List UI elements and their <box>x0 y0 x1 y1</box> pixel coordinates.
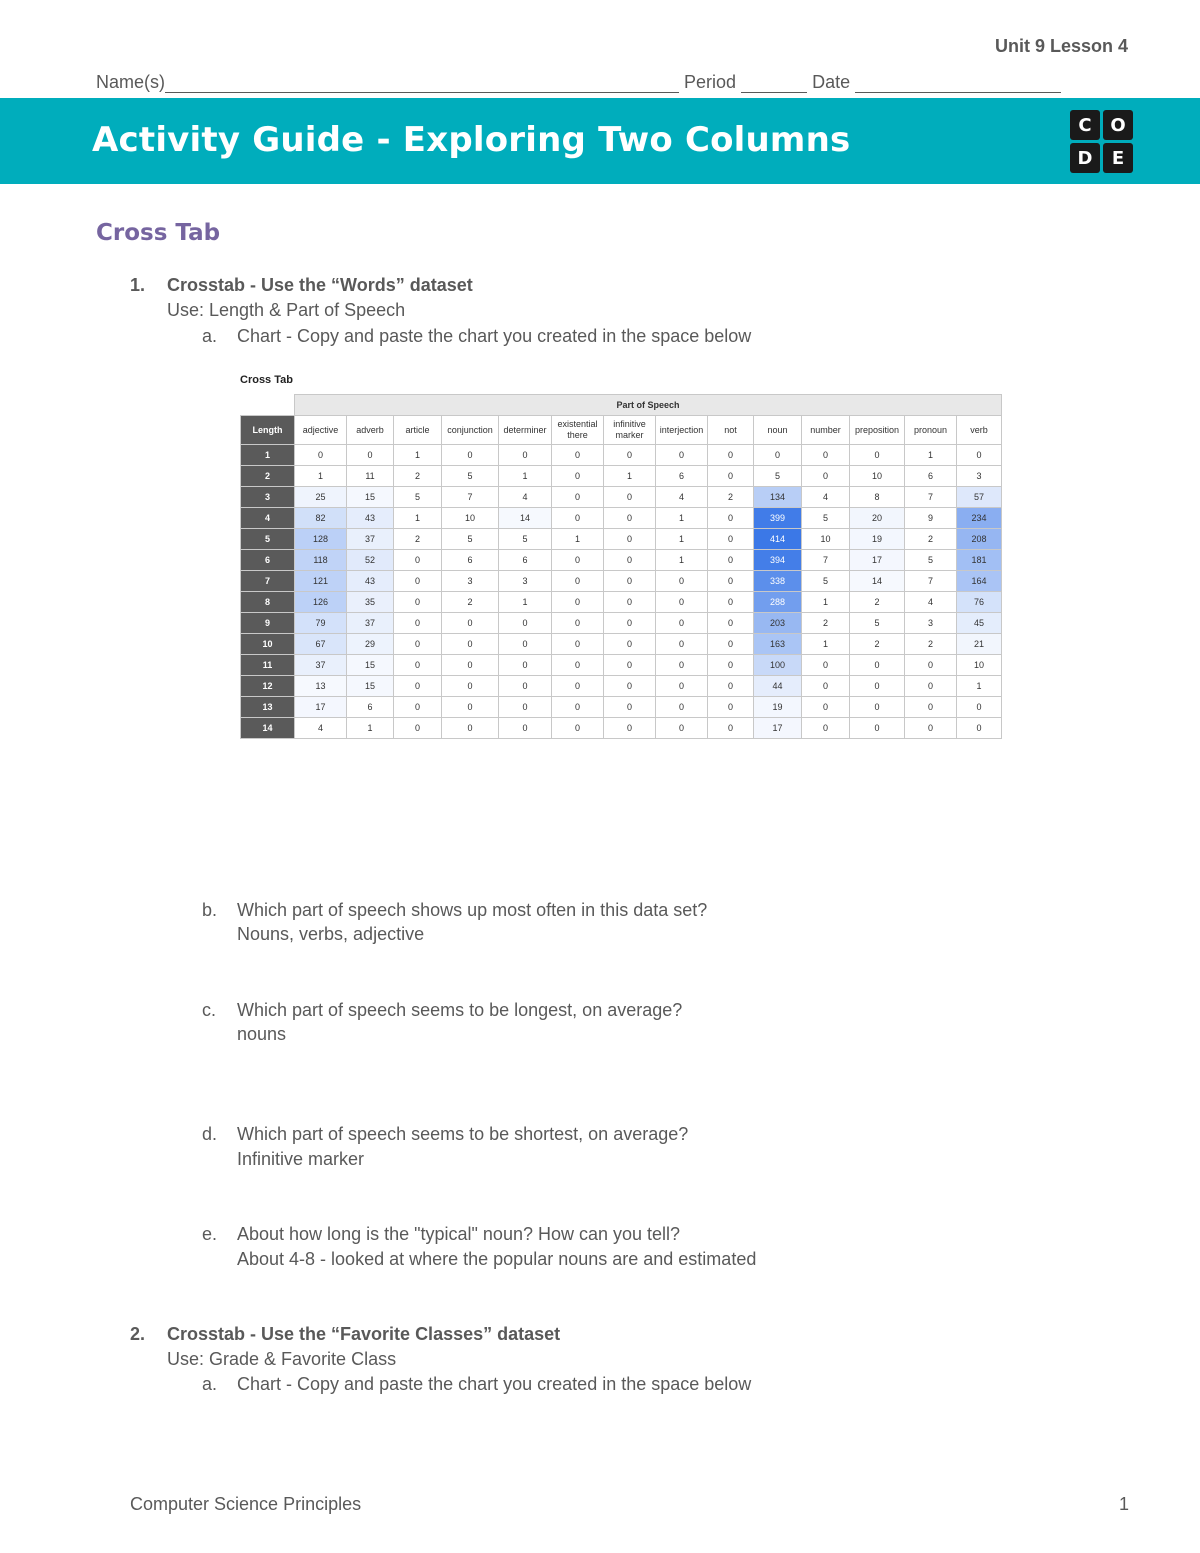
q2-number: 2. <box>130 1324 146 1344</box>
table-row <box>241 445 1002 466</box>
data-cell: 0 <box>552 718 604 739</box>
logo-letter: O <box>1103 110 1133 140</box>
data-cell: 10 <box>442 508 499 529</box>
data-cell: 20 <box>850 508 905 529</box>
data-cell: 234 <box>957 508 1002 529</box>
data-cell: 1 <box>802 592 850 613</box>
code-logo <box>1070 110 1134 174</box>
data-cell: 5 <box>905 550 957 571</box>
data-cell: 15 <box>347 487 394 508</box>
data-cell: 0 <box>708 466 754 487</box>
data-cell: 0 <box>708 655 754 676</box>
title-banner <box>0 98 1200 184</box>
data-cell: 1 <box>957 676 1002 697</box>
row-label: 14 <box>241 718 295 739</box>
data-cell: 10 <box>957 655 1002 676</box>
data-cell: 0 <box>957 718 1002 739</box>
data-cell: 0 <box>442 655 499 676</box>
data-cell: 1 <box>499 592 552 613</box>
data-cell: 0 <box>295 445 347 466</box>
data-cell: 0 <box>442 697 499 718</box>
data-cell: 0 <box>905 676 957 697</box>
data-cell: 3 <box>905 613 957 634</box>
data-cell: 17 <box>850 550 905 571</box>
data-cell: 3 <box>499 571 552 592</box>
q1d-question: Which part of speech seems to be shortest, on average? <box>237 1124 689 1144</box>
unit-lesson-label: Unit 9 Lesson 4 <box>994 36 1128 56</box>
data-cell: 2 <box>802 613 850 634</box>
data-cell: 0 <box>394 697 442 718</box>
document-title: Activity Guide - Exploring Two Columns <box>92 120 851 160</box>
data-cell: 43 <box>347 571 394 592</box>
data-cell: 0 <box>957 445 1002 466</box>
chart-title: Cross Tab <box>240 374 293 386</box>
logo-letter: C <box>1070 110 1100 140</box>
data-cell: 15 <box>347 676 394 697</box>
q1b-answer[interactable]: Nouns, verbs, adjective <box>237 924 425 944</box>
row-label: 12 <box>241 676 295 697</box>
date-label: Date <box>812 72 851 92</box>
data-cell: 6 <box>656 466 708 487</box>
data-cell: 0 <box>708 613 754 634</box>
data-cell: 8 <box>850 487 905 508</box>
data-cell: 14 <box>850 571 905 592</box>
data-cell: 118 <box>295 550 347 571</box>
data-cell: 0 <box>708 697 754 718</box>
column-header: noun <box>754 416 802 445</box>
data-cell: 0 <box>442 718 499 739</box>
data-cell: 0 <box>394 613 442 634</box>
table-row <box>241 718 1002 739</box>
data-cell: 10 <box>802 529 850 550</box>
data-cell: 0 <box>708 529 754 550</box>
data-cell: 0 <box>905 697 957 718</box>
table-row <box>241 697 1002 718</box>
data-cell: 0 <box>552 487 604 508</box>
data-cell: 6 <box>499 550 552 571</box>
data-cell: 17 <box>754 718 802 739</box>
data-cell: 2 <box>850 634 905 655</box>
row-label: 10 <box>241 634 295 655</box>
row-label: 3 <box>241 487 295 508</box>
data-cell: 82 <box>295 508 347 529</box>
logo-letter: E <box>1103 143 1133 173</box>
part-of-speech-header: Part of Speech <box>295 395 1002 416</box>
data-cell: 0 <box>604 613 656 634</box>
data-cell: 0 <box>604 550 656 571</box>
data-cell: 43 <box>347 508 394 529</box>
data-cell: 0 <box>394 571 442 592</box>
column-header: article <box>394 416 442 445</box>
column-header: interjection <box>656 416 708 445</box>
data-cell: 5 <box>802 508 850 529</box>
column-header: existential there <box>552 416 604 445</box>
data-cell: 0 <box>802 445 850 466</box>
table-row <box>241 592 1002 613</box>
data-cell: 2 <box>905 529 957 550</box>
data-cell: 0 <box>802 676 850 697</box>
table-row <box>241 550 1002 571</box>
data-cell: 0 <box>604 592 656 613</box>
data-cell: 9 <box>905 508 957 529</box>
data-cell: 0 <box>499 697 552 718</box>
data-cell: 15 <box>347 655 394 676</box>
data-cell: 1 <box>394 508 442 529</box>
data-cell: 0 <box>708 550 754 571</box>
data-cell: 4 <box>499 487 552 508</box>
data-cell: 2 <box>708 487 754 508</box>
data-cell: 0 <box>604 529 656 550</box>
data-cell: 2 <box>905 634 957 655</box>
data-cell: 0 <box>347 445 394 466</box>
data-cell: 0 <box>850 676 905 697</box>
data-cell: 0 <box>552 634 604 655</box>
data-cell: 45 <box>957 613 1002 634</box>
data-cell: 0 <box>552 697 604 718</box>
column-header: verb <box>957 416 1002 445</box>
data-cell: 0 <box>552 571 604 592</box>
q1e-letter: e. <box>202 1224 218 1244</box>
column-header: pronoun <box>905 416 957 445</box>
data-cell: 1 <box>656 508 708 529</box>
data-cell: 4 <box>802 487 850 508</box>
column-header: number <box>802 416 850 445</box>
column-header: adverb <box>347 416 394 445</box>
q1e-question: About how long is the "typical" noun? How can you tell? <box>237 1224 681 1244</box>
data-cell: 0 <box>394 634 442 655</box>
data-cell: 1 <box>499 466 552 487</box>
data-cell: 1 <box>802 634 850 655</box>
crosstab-chart <box>240 374 1006 739</box>
data-cell: 0 <box>708 718 754 739</box>
data-cell: 0 <box>442 634 499 655</box>
data-cell: 0 <box>499 718 552 739</box>
data-cell: 0 <box>802 655 850 676</box>
data-cell: 0 <box>656 634 708 655</box>
data-cell: 399 <box>754 508 802 529</box>
data-cell: 1 <box>347 718 394 739</box>
data-cell: 76 <box>957 592 1002 613</box>
length-header: Length <box>241 416 295 445</box>
data-cell: 0 <box>656 571 708 592</box>
data-cell: 4 <box>295 718 347 739</box>
data-cell: 7 <box>905 571 957 592</box>
data-cell: 3 <box>442 571 499 592</box>
table-row <box>241 634 1002 655</box>
data-cell: 181 <box>957 550 1002 571</box>
data-cell: 0 <box>708 634 754 655</box>
data-cell: 19 <box>850 529 905 550</box>
data-cell: 0 <box>604 655 656 676</box>
data-cell: 0 <box>708 676 754 697</box>
data-cell: 67 <box>295 634 347 655</box>
data-cell: 5 <box>394 487 442 508</box>
data-cell: 4 <box>656 487 708 508</box>
data-cell: 0 <box>499 655 552 676</box>
data-cell: 0 <box>552 550 604 571</box>
data-cell: 0 <box>656 445 708 466</box>
data-cell: 37 <box>347 529 394 550</box>
data-cell: 163 <box>754 634 802 655</box>
data-cell: 0 <box>552 445 604 466</box>
row-label: 8 <box>241 592 295 613</box>
data-cell: 0 <box>656 613 708 634</box>
data-cell: 1 <box>656 550 708 571</box>
data-cell: 6 <box>442 550 499 571</box>
data-cell: 0 <box>394 676 442 697</box>
data-cell: 0 <box>708 445 754 466</box>
data-cell: 0 <box>802 697 850 718</box>
data-cell: 0 <box>604 718 656 739</box>
data-cell: 0 <box>957 697 1002 718</box>
data-cell: 128 <box>295 529 347 550</box>
data-cell: 6 <box>347 697 394 718</box>
q2a-letter: a. <box>202 1374 218 1394</box>
data-cell: 0 <box>656 592 708 613</box>
data-cell: 0 <box>656 655 708 676</box>
data-cell: 44 <box>754 676 802 697</box>
table-row <box>241 613 1002 634</box>
column-header: not <box>708 416 754 445</box>
table-row <box>241 676 1002 697</box>
footer-page-number: 1 <box>1119 1494 1130 1514</box>
row-label: 5 <box>241 529 295 550</box>
data-cell: 0 <box>656 718 708 739</box>
q1-heading: Crosstab - Use the “Words” dataset <box>167 275 473 295</box>
q1a-text: Chart - Copy and paste the chart you created in the space below <box>237 326 752 346</box>
data-cell: 288 <box>754 592 802 613</box>
data-cell: 2 <box>394 466 442 487</box>
data-cell: 164 <box>957 571 1002 592</box>
data-cell: 2 <box>442 592 499 613</box>
row-label: 2 <box>241 466 295 487</box>
data-cell: 5 <box>802 571 850 592</box>
data-cell: 0 <box>499 445 552 466</box>
data-cell: 0 <box>394 592 442 613</box>
data-cell: 0 <box>905 718 957 739</box>
data-cell: 7 <box>905 487 957 508</box>
data-cell: 0 <box>604 487 656 508</box>
q1b-question: Which part of speech shows up most often in this data set? <box>237 900 708 920</box>
data-cell: 0 <box>552 508 604 529</box>
data-cell: 0 <box>552 676 604 697</box>
corner-cell <box>241 395 295 416</box>
data-cell: 0 <box>499 676 552 697</box>
data-cell: 0 <box>394 718 442 739</box>
data-cell: 0 <box>442 445 499 466</box>
data-cell: 0 <box>708 508 754 529</box>
data-cell: 0 <box>850 697 905 718</box>
q1-number: 1. <box>130 275 146 295</box>
period-label: Period <box>684 72 737 92</box>
data-cell: 21 <box>957 634 1002 655</box>
data-cell: 37 <box>347 613 394 634</box>
column-header: adjective <box>295 416 347 445</box>
data-cell: 0 <box>604 676 656 697</box>
data-cell: 394 <box>754 550 802 571</box>
data-cell: 13 <box>295 676 347 697</box>
q2a-text: Chart - Copy and paste the chart you created in the space below <box>237 1374 752 1394</box>
data-cell: 0 <box>850 655 905 676</box>
data-cell: 1 <box>394 445 442 466</box>
data-cell: 0 <box>802 718 850 739</box>
table-row <box>241 655 1002 676</box>
data-cell: 0 <box>552 466 604 487</box>
data-cell: 0 <box>802 466 850 487</box>
data-cell: 0 <box>552 613 604 634</box>
row-label: 11 <box>241 655 295 676</box>
data-cell: 4 <box>905 592 957 613</box>
q1a-letter: a. <box>202 326 218 346</box>
data-cell: 2 <box>850 592 905 613</box>
data-cell: 0 <box>604 571 656 592</box>
period-blank[interactable] <box>741 75 807 93</box>
row-label: 6 <box>241 550 295 571</box>
q1-use: Use: Length & Part of Speech <box>167 300 406 320</box>
section-title: Cross Tab <box>96 220 221 246</box>
data-cell: 7 <box>442 487 499 508</box>
data-cell: 100 <box>754 655 802 676</box>
data-cell: 5 <box>754 466 802 487</box>
column-header: preposition <box>850 416 905 445</box>
data-cell: 0 <box>656 676 708 697</box>
data-cell: 1 <box>552 529 604 550</box>
column-header: determiner <box>499 416 552 445</box>
data-cell: 0 <box>656 697 708 718</box>
data-cell: 79 <box>295 613 347 634</box>
data-cell: 5 <box>442 466 499 487</box>
data-cell: 1 <box>295 466 347 487</box>
data-cell: 0 <box>499 634 552 655</box>
data-cell: 14 <box>499 508 552 529</box>
data-cell: 0 <box>442 676 499 697</box>
data-cell: 52 <box>347 550 394 571</box>
data-cell: 0 <box>708 571 754 592</box>
data-cell: 7 <box>802 550 850 571</box>
row-label: 13 <box>241 697 295 718</box>
data-cell: 0 <box>394 655 442 676</box>
table-row <box>241 508 1002 529</box>
data-cell: 0 <box>394 550 442 571</box>
data-cell: 5 <box>442 529 499 550</box>
data-cell: 5 <box>850 613 905 634</box>
date-blank[interactable] <box>855 75 1061 93</box>
data-cell: 0 <box>754 445 802 466</box>
q1d-answer[interactable]: Infinitive marker <box>237 1149 365 1169</box>
q1c-question: Which part of speech seems to be longest, on average? <box>237 1000 683 1020</box>
q1c-letter: c. <box>202 1000 217 1020</box>
data-cell: 203 <box>754 613 802 634</box>
q1e-answer[interactable]: About 4-8 - looked at where the popular nouns are and estimated <box>237 1249 757 1269</box>
data-cell: 6 <box>905 466 957 487</box>
data-cell: 0 <box>552 592 604 613</box>
data-cell: 37 <box>295 655 347 676</box>
data-cell: 121 <box>295 571 347 592</box>
data-cell: 0 <box>708 592 754 613</box>
logo-letter: D <box>1070 143 1100 173</box>
row-label: 7 <box>241 571 295 592</box>
name-period-date-line <box>96 72 1076 93</box>
name-label: Name(s) <box>96 72 166 92</box>
data-cell: 0 <box>604 445 656 466</box>
data-cell: 0 <box>499 613 552 634</box>
row-label: 9 <box>241 613 295 634</box>
column-header: infinitive marker <box>604 416 656 445</box>
table-row <box>241 571 1002 592</box>
data-cell: 5 <box>499 529 552 550</box>
data-cell: 208 <box>957 529 1002 550</box>
name-blank[interactable] <box>165 75 679 93</box>
table-row <box>241 487 1002 508</box>
q2-use: Use: Grade & Favorite Class <box>167 1349 397 1369</box>
data-cell: 35 <box>347 592 394 613</box>
data-cell: 17 <box>295 697 347 718</box>
row-label: 4 <box>241 508 295 529</box>
data-cell: 0 <box>552 655 604 676</box>
data-cell: 3 <box>957 466 1002 487</box>
data-cell: 10 <box>850 466 905 487</box>
data-cell: 29 <box>347 634 394 655</box>
data-cell: 0 <box>604 508 656 529</box>
data-cell: 0 <box>442 613 499 634</box>
table-row <box>241 529 1002 550</box>
data-cell: 57 <box>957 487 1002 508</box>
data-cell: 414 <box>754 529 802 550</box>
data-cell: 1 <box>656 529 708 550</box>
data-cell: 134 <box>754 487 802 508</box>
data-cell: 25 <box>295 487 347 508</box>
data-cell: 19 <box>754 697 802 718</box>
column-header: conjunction <box>442 416 499 445</box>
data-cell: 0 <box>604 634 656 655</box>
data-cell: 0 <box>905 655 957 676</box>
footer-course: Computer Science Principles <box>130 1494 362 1514</box>
q1b-letter: b. <box>202 900 218 920</box>
table-row <box>241 466 1002 487</box>
q1c-answer[interactable]: nouns <box>237 1024 287 1044</box>
data-cell: 1 <box>604 466 656 487</box>
data-cell: 11 <box>347 466 394 487</box>
data-cell: 126 <box>295 592 347 613</box>
data-cell: 0 <box>850 445 905 466</box>
crosstab-table <box>240 394 1002 739</box>
data-cell: 2 <box>394 529 442 550</box>
row-label: 1 <box>241 445 295 466</box>
q1d-letter: d. <box>202 1124 218 1144</box>
data-cell: 0 <box>604 697 656 718</box>
data-cell: 0 <box>850 718 905 739</box>
data-cell: 1 <box>905 445 957 466</box>
q2-heading: Crosstab - Use the “Favorite Classes” dataset <box>167 1324 561 1344</box>
data-cell: 338 <box>754 571 802 592</box>
